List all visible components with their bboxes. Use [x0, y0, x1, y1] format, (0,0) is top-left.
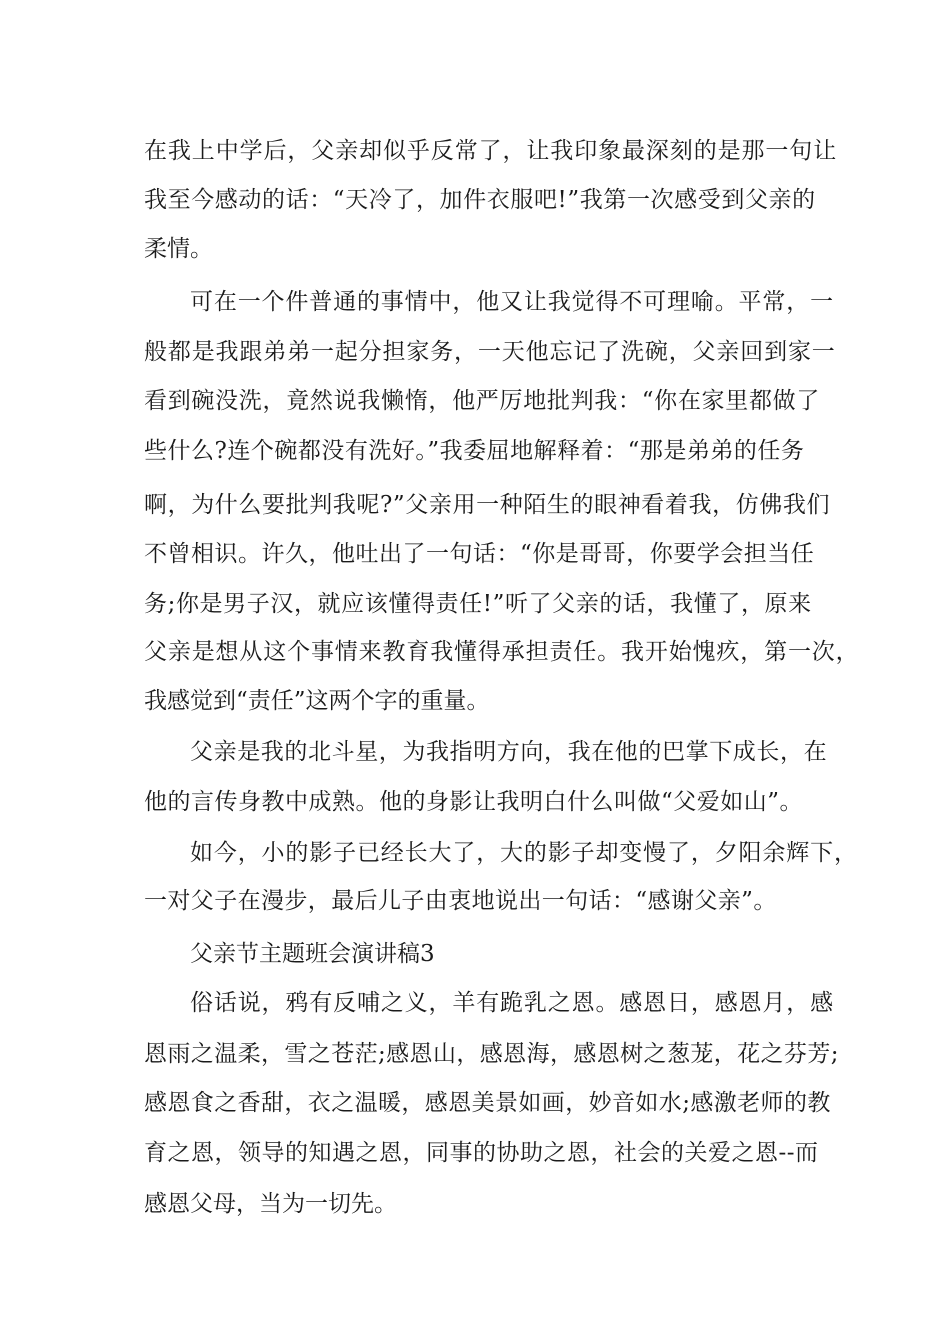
section-heading: 父亲节主题班会演讲稿3 [190, 941, 435, 967]
paragraph-line: 父亲是我的北斗星，为我指明方向，我在他的巴掌下成长，在 [190, 739, 828, 765]
paragraph-line: 如今，小的影子已经长大了，大的影子却变慢了，夕阳余辉下， [190, 840, 858, 866]
paragraph-line: 务;你是男子汉，就应该懂得责任!”听了父亲的话，我懂了，原来 [144, 591, 812, 617]
paragraph-line: 我至今感动的话：“天冷了，加件衣服吧!”我第一次感受到父亲的 [144, 187, 816, 213]
paragraph-line: 感恩食之香甜，衣之温暖，感恩美景如画，妙音如水;感激老师的教 [144, 1090, 831, 1116]
paragraph-line: 育之恩，领导的知遇之恩，同事的协助之恩，社会的关爱之恩--而 [144, 1140, 819, 1166]
paragraph-line: 恩雨之温柔，雪之苍茫;感恩山，感恩海，感恩树之葱茏，花之芬芳; [144, 1041, 839, 1067]
paragraph-line: 般都是我跟弟弟一起分担家务，一天他忘记了洗碗，父亲回到家一 [144, 339, 836, 365]
paragraph-line: 在我上中学后，父亲却似乎反常了，让我印象最深刻的是那一句让 [144, 138, 838, 164]
paragraph-line: 一对父子在漫步，最后儿子由衷地说出一句话：“感谢父亲”。 [144, 888, 777, 914]
paragraph-line: 可在一个件普通的事情中，他又让我觉得不可理喻。平常，一 [190, 289, 834, 315]
paragraph-line: 俗话说，鸦有反哺之义，羊有跪乳之恩。感恩日，感恩月，感 [190, 990, 834, 1016]
paragraph-line: 我感觉到“责任”这两个字的重量。 [144, 688, 490, 714]
paragraph-line: 不曾相识。许久，他吐出了一句话：“你是哥哥，你要学会担当任 [144, 541, 815, 567]
paragraph-line: 啊，为什么要批判我呢?”父亲用一种陌生的眼神看着我，仿佛我们 [144, 492, 831, 518]
paragraph-line: 看到碗没洗，竟然说我懒惰，他严厉地批判我：“你在家里都做了 [144, 388, 821, 414]
paragraph-line: 父亲是想从这个事情来教育我懂得承担责任。我开始愧疚，第一次， [144, 639, 860, 665]
paragraph-line: 些什么?连个碗都没有洗好。”我委屈地解释着：“那是弟弟的任务 [144, 438, 805, 464]
paragraph-line: 他的言传身教中成熟。他的身影让我明白什么叫做“父爱如山”。 [144, 789, 804, 815]
paragraph-line: 感恩父母，当为一切先。 [144, 1191, 397, 1217]
paragraph-line: 柔情。 [144, 236, 213, 262]
